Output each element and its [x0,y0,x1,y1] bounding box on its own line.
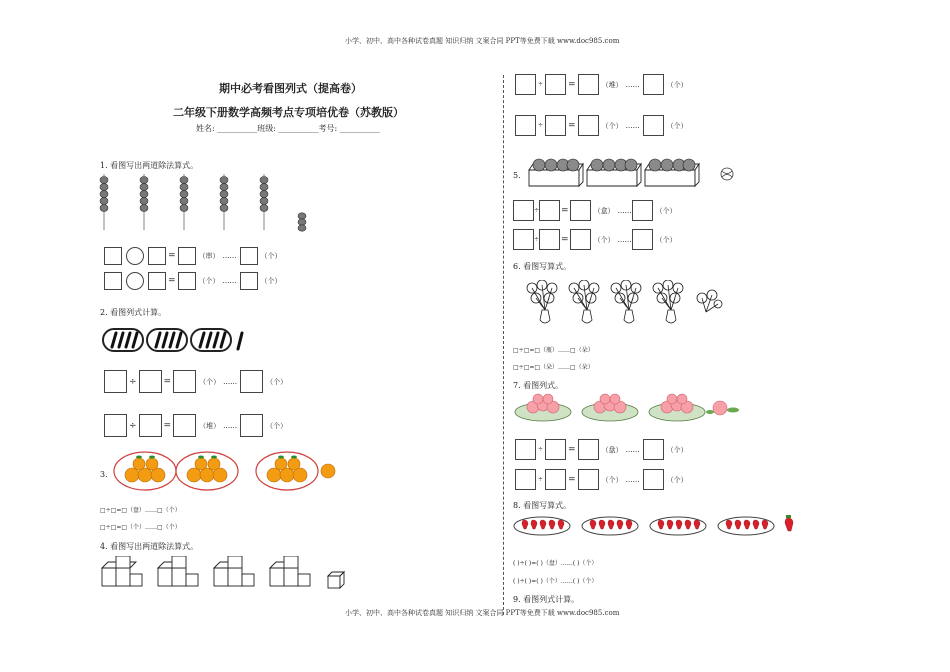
skewer-2 [140,174,148,230]
page-footer: 小学、初中、高中各种试卷真题 知识归纳 文案合同 PPT等免费下载 www.doc985.com [345,609,620,617]
answer-box[interactable] [104,272,122,290]
vase-3 [611,280,641,323]
ellipsis: …… [625,475,640,484]
operator-circle[interactable] [126,247,144,265]
unit-label: （个） [655,206,677,215]
q7-peaches-illustration [513,392,753,424]
q4-equation-2 [515,115,691,136]
q2-equation-2 [104,414,290,437]
answer-box[interactable] [578,74,599,95]
q8-label: 8. 看图写算式。 [513,501,572,510]
answer-box[interactable] [173,370,196,393]
answer-box[interactable] [513,200,534,221]
title-sub: 二年级下册数学高频考点专项培优卷（苏教版） [173,106,404,119]
ellipsis: …… [617,206,632,215]
answer-box[interactable] [240,272,258,290]
q3-equation-2: □÷□=□（个）……□（个） [100,524,181,531]
cube-pile-3 [214,556,254,586]
q1-equation-1 [104,247,285,265]
answer-box[interactable] [240,370,263,393]
cube-pile-4 [270,556,310,586]
unit-label: （盘） [601,445,623,454]
answer-box[interactable] [515,469,536,490]
vase-4 [653,280,683,323]
unit-label: （个） [266,377,288,386]
unit-label: （个） [260,252,282,260]
q2-label: 2. 看图列式计算。 [100,308,167,317]
unit-label: （个） [198,277,220,285]
vase-1 [527,280,557,323]
answer-box[interactable] [632,229,653,250]
cube-pile-1 [102,556,142,586]
ellipsis: …… [625,445,640,454]
unit-label: （个） [666,475,688,484]
unit-label: （个） [601,475,623,484]
equals-sign: = [168,251,176,261]
q5-equation-2 [513,229,680,250]
q6-label: 6. 看图写算式。 [513,262,572,271]
ellipsis: …… [223,421,238,430]
q6-flower-vases-illustration [522,280,732,328]
q8-equation-1: ( )÷( )=( )（盘）……( )（个） [513,560,598,567]
loose-flowers [697,290,722,312]
answer-box[interactable] [632,200,653,221]
answer-box[interactable] [578,469,599,490]
single-cube [328,572,344,588]
ellipsis: …… [222,252,237,260]
unit-label: （个） [666,80,688,89]
answer-box[interactable] [513,229,534,250]
answer-box[interactable] [578,115,599,136]
q1-candied-haws-illustration [95,172,315,234]
q2-equation-1 [104,370,290,393]
student-info: 姓名: __________班级: __________考号: __________ [196,124,380,133]
division-sign: ÷ [538,446,544,453]
equals-sign: = [568,474,576,485]
skewer-4 [220,174,228,230]
vase-2 [569,280,599,323]
answer-box[interactable] [139,414,162,437]
skewer-3 [180,174,188,230]
answer-box[interactable] [578,439,599,460]
cube-pile-2 [158,556,198,586]
answer-box[interactable] [643,74,664,95]
title-main: 期中必考看图列式（提高卷） [219,82,362,95]
q3-equation-1: □÷□=□（盘）……□（个） [100,507,181,514]
answer-box[interactable] [104,247,122,265]
answer-box[interactable] [148,272,166,290]
answer-box[interactable] [515,115,536,136]
operator-circle[interactable] [126,272,144,290]
q6-equation-2: □÷□=□（朵）……□（朵） [513,364,594,371]
answer-box[interactable] [643,469,664,490]
unit-label: （个） [666,121,688,130]
q6-equation-1: □÷□=□（瓶）……□（朵） [513,347,594,354]
q3-oranges-illustration [112,450,342,492]
q8-strawberries-illustration [512,512,802,540]
answer-box[interactable] [539,229,560,250]
ellipsis: …… [617,235,632,244]
q5-equation-1 [513,200,680,221]
equals-sign: = [163,376,172,387]
q1-equation-2 [104,272,285,290]
q4-label: 4. 看图写出两道除法算式。 [100,542,199,551]
unit-label: （个） [260,277,282,285]
q7-label: 7. 看图列式。 [513,381,564,390]
equals-sign: = [168,276,176,286]
skewer-5 [260,174,268,230]
page-header: 小学、初中、高中各种试卷真题 知识归纳 文案合同 PPT等免费下载 www.doc985.com [345,37,620,45]
equals-sign: = [568,120,576,131]
equals-sign: = [163,420,172,431]
equals-sign: = [568,79,576,90]
q7-equation-2 [515,469,691,490]
answer-box[interactable] [173,414,196,437]
q9-label: 9. 看图列式计算。 [513,595,580,604]
loose-ball [721,168,733,180]
answer-box[interactable] [545,439,566,460]
q3-label: 3. [100,470,108,479]
skewer-1 [100,174,108,230]
ellipsis: …… [625,80,640,89]
ellipsis: …… [222,277,237,285]
unit-label: （堆） [601,80,623,89]
equals-sign: = [561,205,569,216]
q4-cubes-illustration [100,556,350,592]
answer-box[interactable] [139,370,162,393]
q5-ball-boxes-illustration [527,154,742,190]
division-sign: ÷ [538,476,544,483]
answer-box[interactable] [570,200,591,221]
unit-label: （串） [198,252,220,260]
unit-label: （个） [199,377,221,386]
unit-label: （堆） [199,421,221,430]
division-sign: ÷ [534,207,540,214]
q4-equation-1 [515,74,691,95]
unit-label: （个） [655,235,677,244]
q7-equation-1 [515,439,691,460]
answer-box[interactable] [643,115,664,136]
answer-box[interactable] [539,200,560,221]
answer-box[interactable] [240,247,258,265]
answer-box[interactable] [148,247,166,265]
ellipsis: …… [223,377,238,386]
division-sign: ÷ [129,420,137,431]
answer-box[interactable] [178,247,196,265]
q5-label: 5. [513,171,521,180]
answer-box[interactable] [643,439,664,460]
q1-label: 1. 看图写出两道除法算式。 [100,161,199,170]
division-sign: ÷ [129,376,137,387]
unit-label: （盒） [593,206,615,215]
unit-label: （个） [601,121,623,130]
unit-label: （个） [666,445,688,454]
q8-equation-2: ( )÷( )=( )（个）……( )（个） [513,578,598,585]
answer-box[interactable] [515,74,536,95]
ellipsis: …… [625,121,640,130]
q2-sticks-illustration [102,327,252,353]
division-sign: ÷ [538,81,544,88]
answer-box[interactable] [240,414,263,437]
column-divider [503,75,504,615]
unit-label: （个） [266,421,288,430]
equals-sign: = [561,234,569,245]
division-sign: ÷ [538,122,544,129]
equals-sign: = [568,444,576,455]
division-sign: ÷ [534,236,540,243]
answer-box[interactable] [545,469,566,490]
answer-box[interactable] [104,370,127,393]
answer-box[interactable] [104,414,127,437]
loose-haws [298,213,306,231]
answer-box[interactable] [178,272,196,290]
answer-box[interactable] [545,115,566,136]
answer-box[interactable] [570,229,591,250]
answer-box[interactable] [545,74,566,95]
answer-box[interactable] [515,439,536,460]
unit-label: （个） [593,235,615,244]
